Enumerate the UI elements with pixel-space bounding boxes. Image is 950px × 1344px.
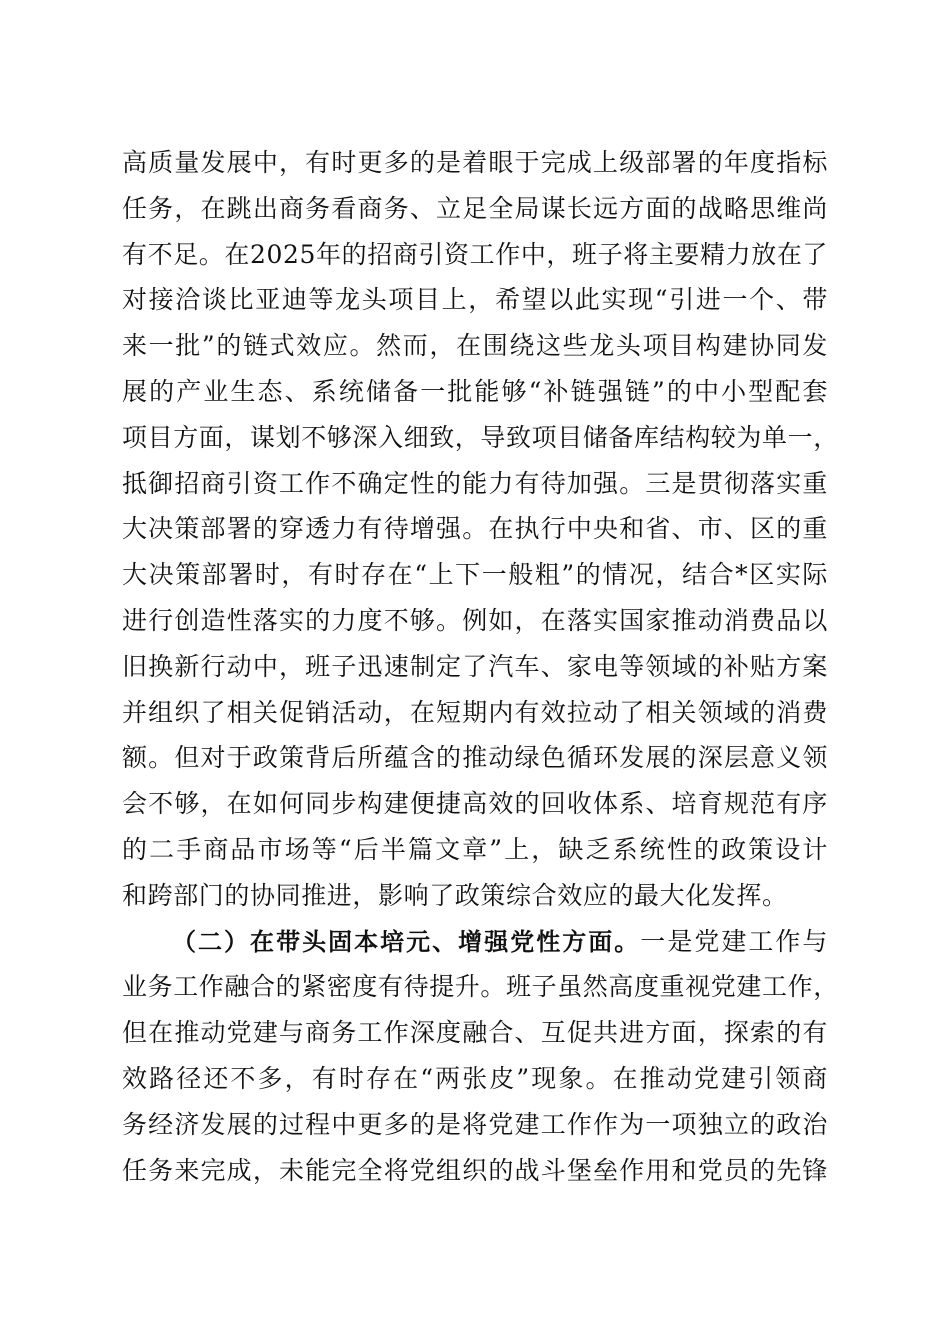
text-line: 务经济发展的过程中更多的是将党建工作作为一项独立的政治 [122, 1109, 828, 1139]
text-line: 旧换新行动中，班子迅速制定了汽车、家电等领域的补贴方案 [122, 651, 828, 681]
text-line: 对接洽谈比亚迪等龙头项目上，希望以此实现“引进一个、带 [122, 285, 828, 315]
text-line: 会不够，在如何同步构建便捷高效的回收体系、培育规范有序 [122, 789, 828, 819]
text-line: 但在推动党建与商务工作深度融合、互促共进方面，探索的有 [122, 1018, 828, 1048]
text-line: 来一批”的链式效应。然而，在围绕这些龙头项目构建协同发 [122, 331, 828, 361]
text-line: 的二手商品市场等“后半篇文章”上，缺乏系统性的政策设计 [122, 834, 828, 864]
text-line: 并组织了相关促销活动，在短期内有效拉动了相关领域的消费 [122, 697, 828, 727]
text-line: 项目方面，谋划不够深入细致，导致项目储备库结构较为单一， [122, 422, 839, 452]
text-line: 抵御招商引资工作不确定性的能力有待加强。三是贯彻落实重 [122, 468, 828, 498]
text-line: 展的产业生态、系统储备一批能够“补链强链”的中小型配套 [122, 376, 828, 406]
text-line: 进行创造性落实的力度不够。例如，在落实国家推动消费品以 [122, 605, 828, 635]
text-line: 效路径还不多，有时存在“两张皮”现象。在推动党建引领商 [122, 1063, 828, 1093]
text-line-rest: 一是党建工作与 [640, 926, 828, 956]
text-line: 大决策部署时，有时存在“上下一般粗”的情况，结合*区实际 [122, 560, 828, 590]
section-heading-line [122, 919, 828, 965]
text-line: 大决策部署的穿透力有待增强。在执行中央和省、市、区的重 [122, 514, 828, 544]
text-line: 有不足。在2025年的招商引资工作中，班子将主要精力放在了 [122, 239, 829, 269]
section-heading: （二）在带头固本培元、增强党性方面。 [172, 927, 641, 956]
text-line: 和跨部门的协同推进，影响了政策综合效应的最大化发挥。 [122, 880, 788, 910]
document-body [122, 140, 839, 1193]
text-line: 任务，在跳出商务看商务、立足全局谋长远方面的战略思维尚 [122, 193, 828, 223]
text-line: 额。但对于政策背后所蕴含的推动绿色循环发展的深层意义领 [122, 743, 828, 773]
text-line: 任务来完成，未能完全将党组织的战斗堡垒作用和党员的先锋 [122, 1155, 828, 1185]
text-line: 高质量发展中，有时更多的是着眼于完成上级部署的年度指标 [122, 148, 828, 177]
text-line: 业务工作融合的紧密度有待提升。班子虽然高度重视党建工作， [122, 972, 839, 1002]
